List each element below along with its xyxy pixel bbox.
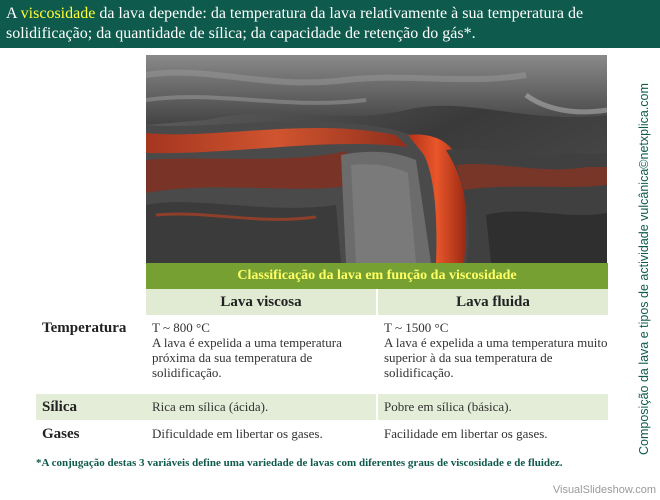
- header-banner: [0, 0, 660, 48]
- cell-silica-viscosa: Rica em sílica (ácida).: [146, 394, 377, 420]
- row-label-temperatura: Temperatura: [36, 316, 146, 394]
- footnote: *A conjugação destas 3 variáveis define uma variedade de lavas com diferentes graus de viscosidade e de fluidez.: [36, 457, 563, 469]
- watermark-text: VisualSlideshow.com: [552, 484, 656, 496]
- vertical-side-caption: Composição da lava e tipos de actividade vulcânica©netxplica.com: [637, 83, 651, 455]
- cell-temperatura-fluida: T ~ 1500 °C A lava é expelida a uma temperatura muito superior à da sua temperatura de solidificação.: [377, 316, 608, 394]
- header-text-after: da lava depende: da temperatura da lava relativamente à sua temperatura de solidificação; da quantidade de sílica; da capacidade de retenção do gás*.: [6, 5, 584, 42]
- cell-gases-fluida: Facilidade em libertar os gases.: [377, 420, 608, 448]
- lava-flow-photo-svg: [146, 55, 607, 263]
- cell-gases-viscosa: Dificuldade em libertar os gases.: [146, 420, 377, 448]
- table-title: Classificação da lava em função da viscosidade: [146, 263, 608, 289]
- viscosity-classification-table: [36, 263, 608, 448]
- cell-silica-fluida: Pobre em sílica (básica).: [377, 394, 608, 420]
- cell-temperatura-viscosa: T ~ 800 °C A lava é expelida a uma temperatura próxima da sua temperatura de solidificação.: [146, 316, 377, 394]
- column-header-fluida: Lava fluida: [377, 289, 608, 316]
- row-label-silica: Sílica: [36, 394, 146, 420]
- row-label-gases: Gases: [36, 420, 146, 448]
- column-header-viscosa: Lava viscosa: [146, 289, 377, 316]
- table-corner-blank-2: [36, 289, 146, 316]
- lava-flow-photo: [146, 55, 607, 263]
- table-corner-blank: [36, 263, 146, 289]
- header-text-before: A: [6, 5, 21, 22]
- header-highlight-word: viscosidade: [20, 5, 96, 22]
